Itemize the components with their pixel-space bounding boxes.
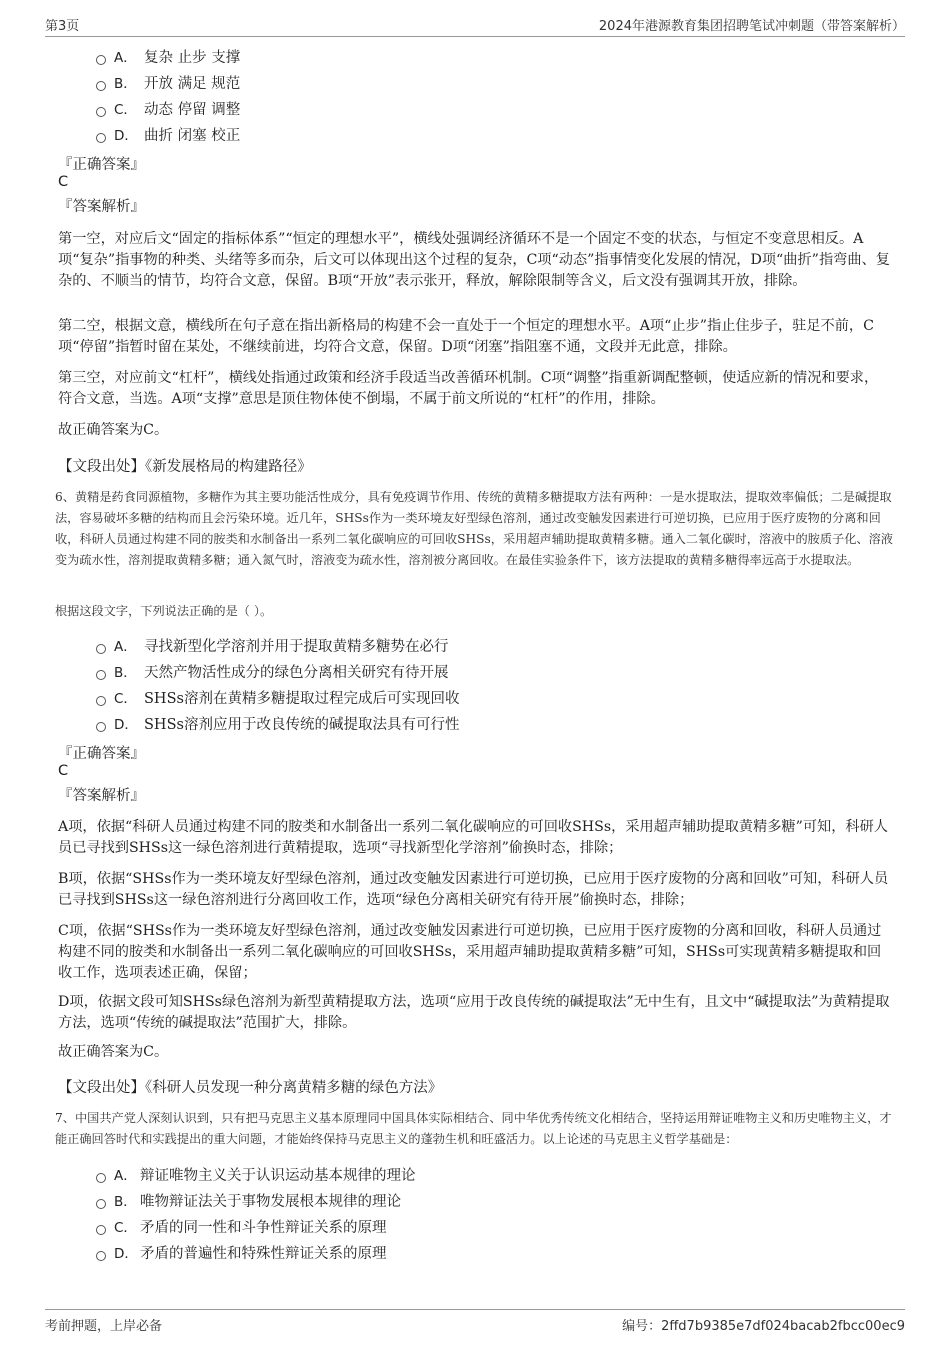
page-footer: [45, 1309, 905, 1336]
q5-source: 【文段出处】《新发展格局的构建路径》: [58, 459, 312, 475]
q5-analysis-label: 『答案解析』: [58, 199, 145, 215]
radio-icon[interactable]: [96, 670, 106, 680]
q6-passage: 6、黄精是药食同源植物，多糖作为其主要功能活性成分，具有免疫调节作用、传统的黄精多糖提取方法有两种：一是水提取法，提取效率偏低；二是碱提取法，容易破坏多糖的结构而且会污染环境。近几年，SHSs作为一类环境友好型绿色溶剂，通过改变触发因素进行可逆切换，已应用于医疗废物的分离和回收，科研人员通过构建不同的胺类和水制备出一系列二氧化碳响应的可回收SHSs，采用超声辅助提取黄精多糖。通入二氧化碳时，溶液中的胺质子化、溶液变为疏水性，溶剂提取黄精多糖；通入氮气时，溶液变为疏水性，溶剂被分离回收。在最佳实验条件下，该方法提取的黄精多糖得率远高于水提取法。: [55, 490, 893, 567]
radio-icon[interactable]: [96, 107, 106, 117]
q6-stem: 根据这段文字，下列说法正确的是（ ）。: [55, 604, 273, 618]
q5-answer: C: [58, 174, 69, 190]
q7-stem: 7、中国共产党人深刻认识到，只有把马克思主义基本原理同中国具体实际相结合、同中华优秀传统文化相结合，坚持运用辩证唯物主义和历史唯物主义，才能正确回答时代和实践提出的重大问题，才能始终保持马克思主义的蓬勃生机和旺盛活力。以上论述的马克思主义哲学基础是：: [55, 1111, 892, 1146]
q5-analysis-1: 第一空，对应后文“固定的指标体系”“恒定的理想水平”，横线处强调经济循环不是一个固定不变的状态，与恒定不变意思相反。A项“复杂”指事物的种类、头绪等多而杂，后文可以体现出这个过程的复杂，C项“动态”指事情变化发展的情况，D项“曲折”指弯曲、复杂的、不顺当的情节，均符合文意，保留。B项“开放”表示张开，释放，解除限制等含义，后文没有强调其开放，排除。: [58, 231, 890, 289]
radio-icon[interactable]: [96, 1251, 106, 1261]
q6-conclusion: 故正确答案为C。: [58, 1044, 169, 1060]
radio-icon[interactable]: [96, 1225, 106, 1235]
q6-analysis-c: C项，依据“SHSs作为一类环境友好型绿色溶剂，通过改变触发因素进行可逆切换，已应用于医疗废物的分离和回收，科研人员通过构建不同的胺类和水制备出一系列二氧化碳响应的可回收SHSs，采用超声辅助提取黄精多糖”可知，SHSs可实现黄精多糖提取和回收工作，选项表述正确，保留；: [58, 923, 882, 981]
page-header: [45, 14, 905, 37]
radio-icon[interactable]: [96, 133, 106, 143]
q5-analysis-2: 第二空，根据文意，横线所在句子意在指出新格局的构建不会一直处于一个恒定的理想水平。A项“止步”指止住步子，驻足不前，C项“停留”指暂时留在某处，不继续前进，均符合文意，保留。D项“闭塞”指阻塞不通，文段并无此意，排除。: [58, 318, 874, 355]
q6-analysis-a: A项，依据“科研人员通过构建不同的胺类和水制备出一系列二氧化碳响应的可回收SHSs，采用超声辅助提取黄精多糖”可知，科研人员已寻找到SHSs这一绿色溶剂进行黄精提取，选项“寻找新型化学溶剂”偷换时态，排除；: [58, 819, 888, 856]
q5-conclusion: 故正确答案为C。: [58, 422, 169, 438]
document-code: 编号：2ffd7b9385e7df024bacab2fbcc00ec9: [622, 1319, 905, 1334]
q6-answer: C: [58, 763, 69, 779]
radio-icon[interactable]: [96, 1173, 106, 1183]
radio-icon[interactable]: [96, 644, 106, 654]
document-title: 2024年港源教育集团招聘笔试冲刺题（带答案解析）: [598, 19, 905, 34]
radio-icon[interactable]: [96, 722, 106, 732]
q5-answer-label: 『正确答案』: [58, 157, 145, 173]
radio-icon[interactable]: [96, 1199, 106, 1209]
q6-analysis-d: D项，依据文段可知SHSs绿色溶剂为新型黄精提取方法，选项“应用于改良传统的碱提取法”无中生有，且文中“碱提取法”为黄精提取方法，选项“传统的碱提取法”范围扩大，排除。: [58, 994, 890, 1031]
q6-source: 【文段出处】《科研人员发现一种分离黄精多糖的绿色方法》: [58, 1080, 443, 1096]
q6-analysis-label: 『答案解析』: [58, 788, 145, 804]
radio-icon[interactable]: [96, 55, 106, 65]
q6-analysis-b: B项，依据“SHSs作为一类环境友好型绿色溶剂，通过改变触发因素进行可逆切换，已应用于医疗废物的分离和回收”可知，科研人员已寻找到SHSs这一绿色溶剂进行分离回收工作，选项“绿色分离相关研究有待开展”偷换时态，排除；: [58, 871, 889, 908]
radio-icon[interactable]: [96, 81, 106, 91]
page-number: 第3页: [45, 19, 80, 34]
radio-icon[interactable]: [96, 696, 106, 706]
q5-analysis-3: 第三空，对应前文“杠杆”，横线处指通过政策和经济手段适当改善循环机制。C项“调整”指重新调配整顿，使适应新的情况和要求，符合文意，当选。A项“支撑”意思是顶住物体使不倒塌，不属于前文所说的“杠杆”的作用，排除。: [58, 370, 879, 407]
q6-answer-label: 『正确答案』: [58, 746, 145, 762]
footer-slogan: 考前押题，上岸必备: [45, 1319, 163, 1334]
